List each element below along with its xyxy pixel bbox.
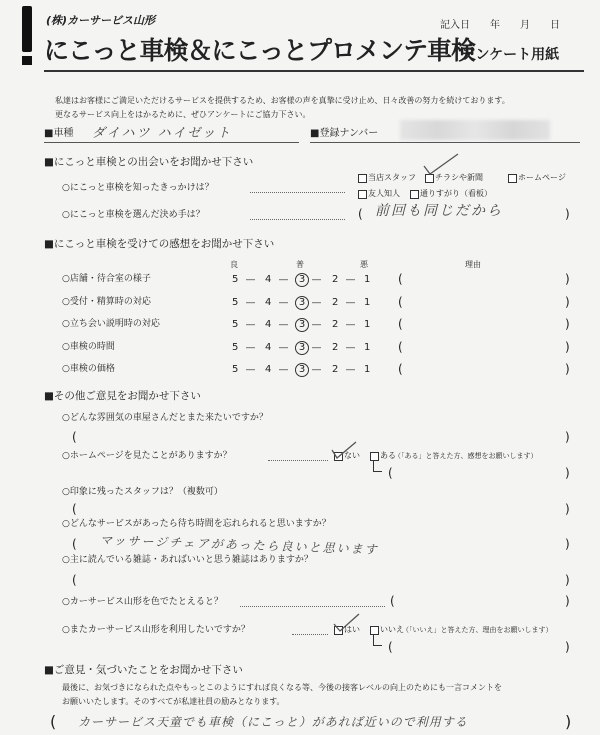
date-label: 記入日 年 月 日 <box>440 20 560 31</box>
rating-separator: ― <box>279 275 288 285</box>
checkbox-friend[interactable] <box>358 190 367 199</box>
rating-option[interactable]: 1 <box>364 342 371 353</box>
rating-separator: ― <box>312 275 321 285</box>
option-revisit-yes: はい <box>344 625 360 634</box>
open-paren: ( <box>72 430 77 444</box>
option-homepage: ホームページ <box>518 173 566 182</box>
vehicle-model-value[interactable]: ダイハツ ハイゼット <box>92 126 232 141</box>
rating-option[interactable]: 2 <box>332 342 339 353</box>
checkbox-hp-yes[interactable] <box>370 452 379 461</box>
close-paren: ) <box>565 317 570 331</box>
column-good: 良 <box>230 260 238 269</box>
rating-separator: ― <box>279 343 288 353</box>
open-paren: ( <box>388 640 393 654</box>
close-paren: ) <box>565 537 570 551</box>
section4-heading: ■ご意見・気づいたことをお聞かせ下さい <box>44 664 243 676</box>
section3-heading: ■その他ご意見をお聞かせ下さい <box>44 390 201 402</box>
plate-number-label: ■登録ナンバー <box>310 128 379 139</box>
option-friend: 友人知人 <box>368 189 400 198</box>
rating-separator: ― <box>312 365 321 375</box>
open-paren: ( <box>388 466 393 480</box>
close-paren: ) <box>565 362 570 376</box>
rating-separator: ― <box>246 298 255 308</box>
section3-q7: ○またカーサービス山形を利用したいですか？ <box>62 625 250 635</box>
open-paren: ( <box>358 207 363 221</box>
checkbox-passing-by[interactable] <box>410 190 419 199</box>
rating-option[interactable]: 4 <box>265 297 272 308</box>
rating-separator: ― <box>346 320 355 330</box>
plate-number-line <box>310 142 580 143</box>
column-bad: 悪 <box>360 260 368 269</box>
open-paren: ( <box>72 502 77 516</box>
column-normal: 普 <box>296 260 304 269</box>
plate-number-blurred[interactable] <box>400 120 550 140</box>
rating-option[interactable]: 2 <box>332 297 339 308</box>
option-flyer: チラシや新聞 <box>435 173 483 182</box>
rating-item-label: ○立ち会い説明時の対応 <box>62 319 160 329</box>
rating-item-label: ○受付・精算時の対応 <box>62 297 151 307</box>
rating-separator: ― <box>279 365 288 375</box>
option-passing-by: 通りすがり（看板） <box>420 189 492 198</box>
rating-separator: ― <box>312 298 321 308</box>
rating-option[interactable]: 4 <box>265 319 272 330</box>
rating-separator: ― <box>312 343 321 353</box>
rating-separator: ― <box>279 320 288 330</box>
checkbox-store-staff[interactable] <box>358 174 367 183</box>
dotted-leader <box>292 634 328 635</box>
rating-option[interactable]: 1 <box>364 297 371 308</box>
title-underline <box>44 70 584 72</box>
rating-option[interactable]: 3 <box>295 318 309 332</box>
rating-separator: ― <box>346 343 355 353</box>
revisit-no-note: （「いいえ」と答えた方、理由をお願いします） <box>402 626 553 634</box>
bracket-line <box>373 461 382 472</box>
section4-answer[interactable]: カーサービス天童でも車検（にこっと）があれば近いので利用する <box>78 715 468 729</box>
rating-separator: ― <box>346 298 355 308</box>
rating-option[interactable]: 1 <box>364 274 371 285</box>
open-paren: ( <box>398 295 403 309</box>
bracket-line <box>373 635 382 646</box>
open-paren: ( <box>398 362 403 376</box>
rating-option[interactable]: 1 <box>364 319 371 330</box>
vehicle-model-label: ■車種 <box>44 128 74 139</box>
vehicle-model-line <box>44 142 299 143</box>
rating-option[interactable]: 4 <box>265 342 272 353</box>
square-bullet-icon: ■ <box>310 128 320 139</box>
close-paren: ) <box>565 466 570 480</box>
rating-separator: ― <box>279 298 288 308</box>
rating-option[interactable]: 5 <box>232 297 239 308</box>
rating-option[interactable]: 3 <box>295 363 309 377</box>
open-paren: ( <box>390 594 395 608</box>
rating-item-label: ○店舗・待合室の様子 <box>62 274 151 284</box>
company-logo: (株)カーサービス山形 <box>46 14 156 27</box>
exclamation-icon <box>20 6 34 66</box>
rating-separator: ― <box>346 365 355 375</box>
section3-q3: ○印象に残ったスタッフは？（複数可） <box>62 487 223 497</box>
close-paren: ) <box>565 594 570 608</box>
open-paren: ( <box>398 272 403 286</box>
open-paren: ( <box>72 573 77 587</box>
dotted-leader <box>268 460 328 461</box>
section2-heading: ■にこっと車検を受けての感想をお聞かせ下さい <box>44 238 275 250</box>
rating-option[interactable]: 4 <box>265 274 272 285</box>
section4-intro-2: お願いいたします。そのすべてが私達社員の励みとなります。 <box>62 697 285 706</box>
close-paren: ) <box>565 573 570 587</box>
option-store-staff: 当店スタッフ <box>368 173 416 182</box>
section1-heading: ■にこっと車検との出会いをお聞かせ下さい <box>44 156 254 168</box>
column-reason: 理由 <box>465 260 481 269</box>
rating-separator: ― <box>346 275 355 285</box>
rating-separator: ― <box>246 343 255 353</box>
section3-q2: ○ホームページを見たことがありますか？ <box>62 451 232 461</box>
rating-option[interactable]: 5 <box>232 274 239 285</box>
hp-yes-note: （「ある」と答えた方、感想をお願いします） <box>394 452 538 460</box>
rating-option[interactable]: 1 <box>364 364 371 375</box>
rating-item-label: ○車検の時間 <box>62 342 115 352</box>
option-hp-yes: ある <box>380 451 396 460</box>
dotted-leader <box>250 219 345 220</box>
section3-q5: ○主に読んでいる雑誌・あればいいと思う雑誌はありますか？ <box>62 555 313 565</box>
open-paren: ( <box>398 317 403 331</box>
rating-separator: ― <box>246 320 255 330</box>
rating-item-label: ○車検の価格 <box>62 364 115 374</box>
close-paren: ) <box>565 640 570 654</box>
rating-option[interactable]: 4 <box>265 364 272 375</box>
checkbox-homepage[interactable] <box>508 174 517 183</box>
close-paren: ) <box>565 340 570 354</box>
rating-separator: ― <box>312 320 321 330</box>
open-paren: ( <box>50 712 57 731</box>
rating-option[interactable]: 2 <box>332 274 339 285</box>
dotted-leader <box>250 192 345 193</box>
open-paren: ( <box>72 537 77 551</box>
rating-option[interactable]: 3 <box>295 296 309 310</box>
close-paren: ) <box>565 502 570 516</box>
option-hp-no: ない <box>344 451 360 460</box>
section1-q2-answer[interactable]: 前回も同じだから <box>375 203 503 219</box>
close-paren: ) <box>565 207 570 221</box>
close-paren: ) <box>565 272 570 286</box>
page-title-suffix: アンケート用紙 <box>462 47 560 63</box>
section3-q4: ○どんなサービスがあったら待ち時間を忘れられると思いますか？ <box>62 519 331 529</box>
intro-line-1: 私達はお客様にご満足いただけるサービスを提供するため、お客様の声を真摯に受け止め、日々改善の努力を続けております。 <box>55 96 510 105</box>
open-paren: ( <box>398 340 403 354</box>
dotted-leader <box>240 606 385 607</box>
rating-option[interactable]: 3 <box>295 341 309 355</box>
rating-separator: ― <box>246 365 255 375</box>
section3-q4-answer[interactable]: マッサージチェアがあったら良いと思います <box>99 533 379 557</box>
option-revisit-no: いいえ <box>380 625 404 634</box>
rating-option[interactable]: 3 <box>295 273 309 287</box>
section1-q2: ○にこっと車検を選んだ決め手は？ <box>62 210 205 220</box>
rating-option[interactable]: 5 <box>232 319 239 330</box>
intro-line-2: 更なるサービス向上をはかるために、ぜひアンケートにご協力下さい。 <box>55 110 311 119</box>
page-title: にこっと車検＆にこっとプロメンテ車検 <box>44 36 476 65</box>
section1-q1: ○にこっと車検を知ったきっかけは？ <box>62 183 214 193</box>
close-paren: ) <box>565 712 572 731</box>
close-paren: ) <box>565 430 570 444</box>
section4-intro-1: 最後に、お気づきになられた点やもっとこのようにすれば良くなる等、今後の接客レベルの向上のためにも一言コメントを <box>62 683 502 692</box>
rating-option[interactable]: 5 <box>232 342 239 353</box>
rating-option[interactable]: 5 <box>232 364 239 375</box>
rating-option[interactable]: 2 <box>332 319 339 330</box>
square-bullet-icon: ■ <box>44 128 54 139</box>
rating-option[interactable]: 2 <box>332 364 339 375</box>
rating-separator: ― <box>246 275 255 285</box>
section3-q1: ○どんな雰囲気の車屋さんだとまた来たいですか？ <box>62 413 268 423</box>
section3-q6: ○カーサービス山形を色でたとえると？ <box>62 597 223 607</box>
checkbox-revisit-no[interactable] <box>370 626 379 635</box>
close-paren: ) <box>565 295 570 309</box>
check-mark-icon <box>422 152 462 178</box>
